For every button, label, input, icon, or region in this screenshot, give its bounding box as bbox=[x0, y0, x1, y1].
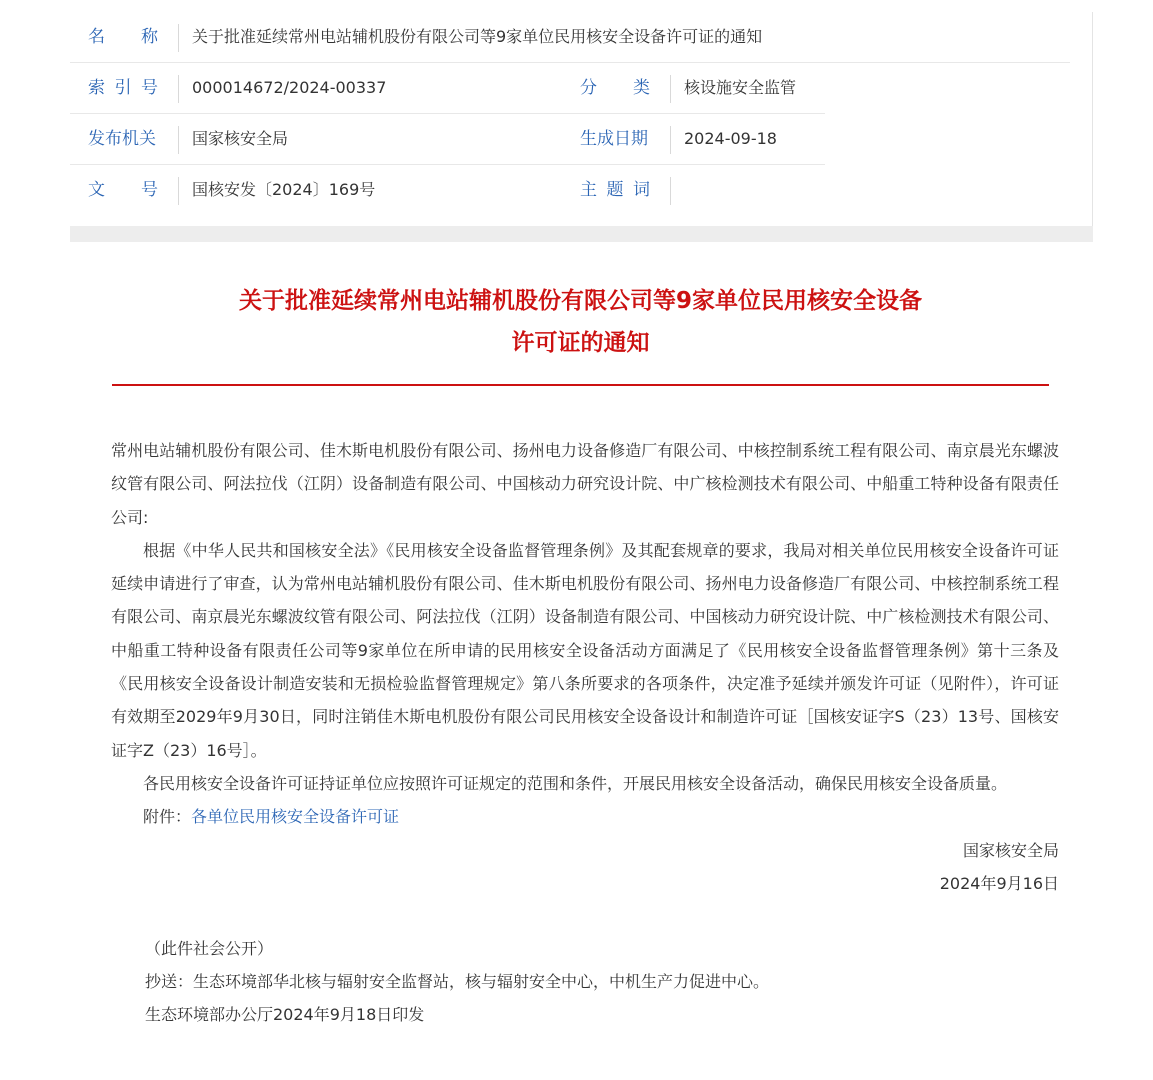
docno-label-char1: 文 bbox=[88, 180, 105, 200]
document-footer bbox=[145, 932, 1045, 1031]
paragraph-1: 根据《中华人民共和国核安全法》《民用核安全设备监督管理条例》及其配套规章的要求，我局对相关单位民用核安全设备许可证延续申请进行了审查，认为常州电站辅机股份有限公司、佳木斯电机股份有限公司、扬州电力设备修造厂有限公司、中核控制系统工程有限公司、南京晨光东螺波纹管有限公司、阿法拉伐（江阴）设备制造有限公司、中国核动力研究设计院、中广核检测技术有限公司、中船重工特种设备有限责任公司等9家单位在所申请的民用核安全设备活动方面满足了《民用核安全设备监督管理条例》第十三条及《民用核安全设备设计制造安装和无损检验监督管理规定》第八条所要求的各项条件，决定准予延续并颁发许可证（见附件），许可证有效期至2029年9月30日，同时注销佳木斯电机股份有限公司民用核安全设备设计和制造许可证［国核安证字S（23）13号、国核安证字Z（23）16号］。 bbox=[111, 540, 1059, 760]
docno-label bbox=[88, 165, 158, 215]
cc-line: 抄送：生态环境部华北核与辐射安全监督站，核与辐射安全中心，中机生产力促进中心。 bbox=[145, 972, 770, 991]
date-label: 生成日期 bbox=[580, 129, 648, 149]
separator bbox=[178, 126, 179, 154]
keywords-label-char1: 主 bbox=[580, 180, 597, 200]
meta-row-name bbox=[70, 12, 1070, 62]
name-label-char1: 名 bbox=[88, 27, 105, 47]
meta-row-docno bbox=[70, 165, 1070, 215]
document-body bbox=[111, 434, 1059, 900]
category-value: 核设施安全监管 bbox=[684, 78, 797, 97]
paragraph-2: 各民用核安全设备许可证持证单位应按照许可证规定的范围和条件，开展民用核安全设备活动，确保民用核安全设备质量。 bbox=[143, 773, 1008, 793]
meta-row-index bbox=[70, 63, 1070, 113]
category-label bbox=[580, 63, 650, 113]
table-border bbox=[1092, 12, 1093, 242]
public-note: （此件社会公开） bbox=[145, 939, 274, 958]
separator bbox=[670, 126, 671, 154]
meta-row-publisher bbox=[70, 114, 1070, 164]
title-red-rule bbox=[112, 384, 1049, 386]
name-value: 关于批准延续常州电站辅机股份有限公司等9家单位民用核安全设备许可证的通知 bbox=[192, 27, 763, 46]
keywords-label bbox=[580, 165, 650, 215]
addressees: 常州电站辅机股份有限公司、佳木斯电机股份有限公司、扬州电力设备修造厂有限公司、中核控制系统工程有限公司、南京晨光东螺波纹管有限公司、阿法拉伐（江阴）设备制造有限公司、中国核动力研究设计院、中广核检测技术有限公司、中船重工特种设备有限责任公司: bbox=[111, 441, 1059, 527]
attachment-line bbox=[111, 800, 1059, 833]
printed-by: 生态环境部办公厅2024年9月18日印发 bbox=[145, 1005, 425, 1024]
keywords-label-char2: 题 bbox=[606, 180, 624, 200]
keywords-label-char3: 词 bbox=[633, 180, 650, 200]
index-label bbox=[88, 63, 158, 113]
section-divider-band bbox=[70, 226, 1093, 242]
name-label-char2: 称 bbox=[141, 27, 158, 47]
signer: 国家核安全局 bbox=[962, 840, 1059, 860]
index-label-char1: 索 bbox=[88, 78, 105, 98]
title-line-2: 许可证的通知 bbox=[511, 330, 650, 356]
separator bbox=[178, 75, 179, 103]
category-label-char2: 类 bbox=[633, 78, 650, 98]
separator bbox=[178, 24, 179, 52]
name-label bbox=[88, 12, 158, 62]
publisher-value: 国家核安全局 bbox=[192, 129, 289, 148]
sign-date: 2024年9月16日 bbox=[939, 873, 1059, 893]
document-title bbox=[112, 280, 1049, 364]
date-value: 2024-09-18 bbox=[684, 129, 777, 148]
attachment-label: 附件： bbox=[143, 807, 192, 827]
title-line-1: 关于批准延续常州电站辅机股份有限公司等9家单位民用核安全设备 bbox=[238, 288, 922, 314]
category-label-char1: 分 bbox=[580, 78, 597, 98]
docno-label-char2: 号 bbox=[141, 180, 158, 200]
index-label-char3: 号 bbox=[141, 78, 158, 98]
index-value: 000014672/2024-00337 bbox=[192, 78, 387, 97]
docno-value: 国核安发〔2024〕169号 bbox=[192, 180, 376, 199]
separator bbox=[670, 177, 671, 205]
separator bbox=[670, 75, 671, 103]
publisher-label: 发布机关 bbox=[88, 129, 156, 149]
metadata-table bbox=[70, 12, 1093, 242]
attachment-link[interactable]: 各单位民用核安全设备许可证 bbox=[191, 807, 400, 827]
separator bbox=[178, 177, 179, 205]
index-label-char2: 引 bbox=[114, 78, 132, 98]
